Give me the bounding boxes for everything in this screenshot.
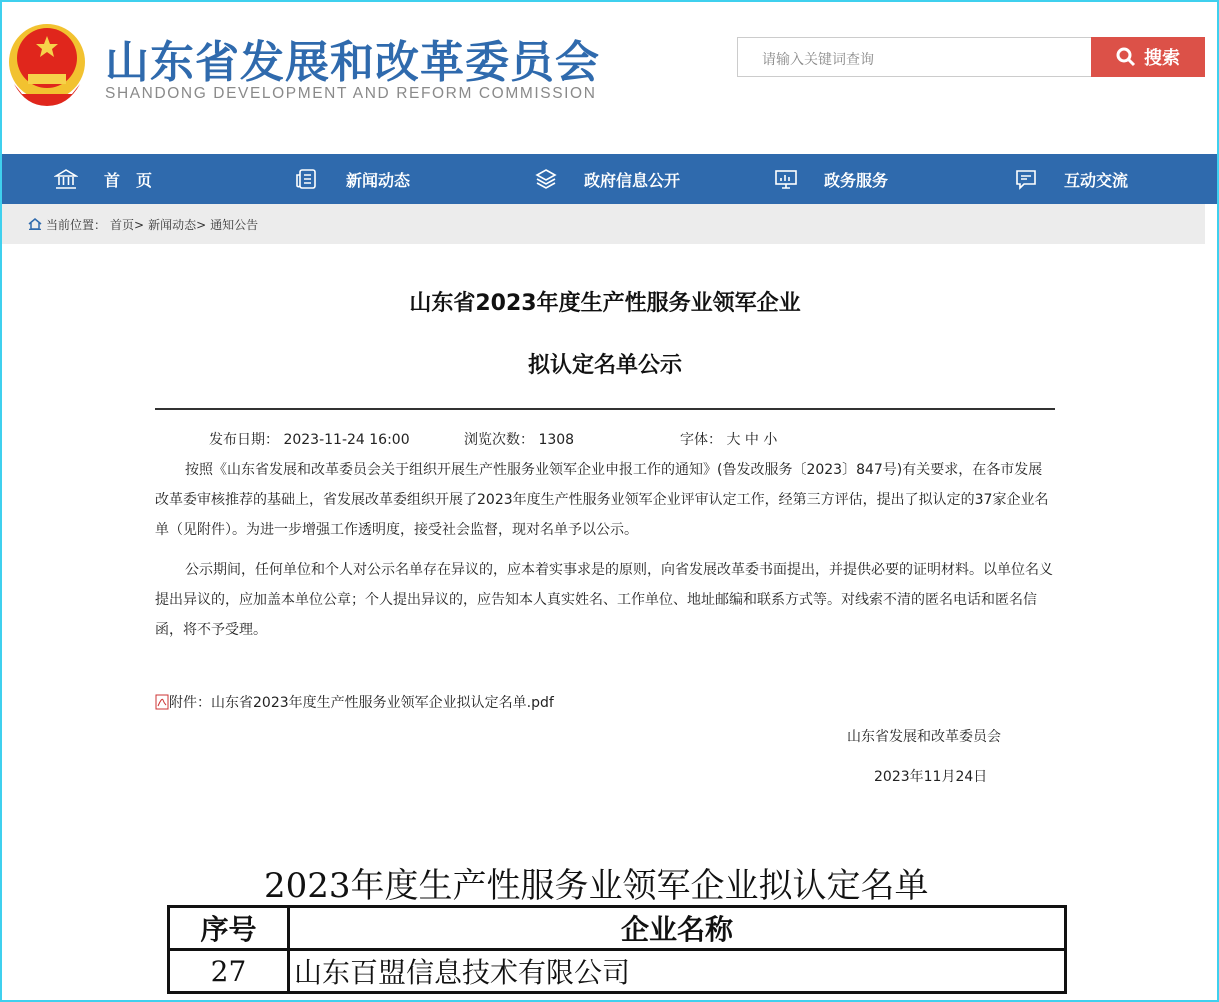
bank-icon bbox=[54, 167, 78, 191]
nav-services[interactable]: 政务服务 bbox=[774, 154, 888, 204]
sign-date: 2023年11月24日 bbox=[874, 769, 988, 785]
font-medium[interactable]: 中 bbox=[744, 432, 759, 448]
news-icon bbox=[294, 167, 318, 191]
nav-news[interactable]: 新闻动态 bbox=[294, 154, 410, 204]
table-title: 2023年度生产性服务业领军企业拟认定名单 bbox=[264, 866, 929, 906]
font-small[interactable]: 小 bbox=[763, 432, 778, 448]
table-row: 27 山东百盟信息技术有限公司 bbox=[169, 950, 1066, 993]
site-subtitle: SHANDONG DEVELOPMENT AND REFORM COMMISSION bbox=[105, 85, 597, 102]
search-input[interactable]: 请输入关键词查询 bbox=[737, 37, 1092, 77]
breadcrumb: 当前位置： 首页> 新闻动态> 通知公告 bbox=[2, 204, 1205, 244]
attachment-link[interactable]: 附件：山东省2023年度生产性服务业领军企业拟认定名单.pdf bbox=[155, 692, 554, 712]
main-nav bbox=[2, 154, 1217, 204]
layers-icon bbox=[534, 167, 558, 191]
nav-interaction[interactable]: 互动交流 bbox=[1014, 154, 1128, 204]
signature: 山东省发展和改革委员会 bbox=[847, 729, 1001, 745]
national-emblem-logo bbox=[6, 22, 88, 112]
breadcrumb-home[interactable]: 首页> bbox=[110, 217, 145, 232]
home-icon bbox=[28, 218, 42, 230]
table-header: 序号 企业名称 bbox=[169, 907, 1066, 950]
chat-icon bbox=[1014, 167, 1038, 191]
search-button[interactable]: 搜索 bbox=[1091, 37, 1205, 77]
nav-home[interactable]: 首 页 bbox=[54, 154, 152, 204]
paragraph: 按照《山东省发展和改革委员会关于组织开展生产性服务业领军企业申报工作的通知》(鲁发改服务〔2023〕847号)有关要求，在各市发展改革委审核推荐的基础上，省发展改革委组织开展了2023年度生产性服务业领军企业评审认定工作，经第三方评估，提出了拟认定的37家企业名单（见附件）。为进一步增强工作透明度，接受社会监督，现对名单予以公示。 bbox=[155, 462, 1049, 538]
paragraph: 公示期间，任何单位和个人对公示名单存在异议的，应本着实事求是的原则，向省发展改革委书面提出，并提供必要的证明材料。以单位名义提出异议的，应加盖本单位公章；个人提出异议的，应告知本人真实姓名、工作单位、地址邮编和联系方式等。对线索不清的匿名电话和匿名信函，将不予受理。 bbox=[155, 562, 1053, 638]
article-title-line1: 山东省2023年度生产性服务业领军企业 bbox=[409, 291, 801, 316]
font-large[interactable]: 大 bbox=[726, 432, 741, 448]
search-icon bbox=[1116, 47, 1136, 67]
breadcrumb-news[interactable]: 新闻动态> bbox=[148, 217, 207, 232]
pdf-icon bbox=[155, 694, 169, 710]
nav-gov-info[interactable]: 政府信息公开 bbox=[534, 154, 680, 204]
article-title-line2: 拟认定名单公示 bbox=[527, 353, 682, 378]
font-size-selector: 字体： 大 中 小 bbox=[680, 432, 778, 448]
company-table bbox=[167, 905, 1067, 994]
view-count: 浏览次数： 1308 bbox=[464, 432, 575, 448]
breadcrumb-notices[interactable]: 通知公告 bbox=[210, 217, 259, 232]
divider bbox=[155, 408, 1055, 410]
monitor-icon bbox=[774, 167, 798, 191]
site-title: 山东省发展和改革委员会 bbox=[105, 37, 600, 88]
publish-date: 发布日期： 2023-11-24 16:00 bbox=[209, 432, 410, 448]
